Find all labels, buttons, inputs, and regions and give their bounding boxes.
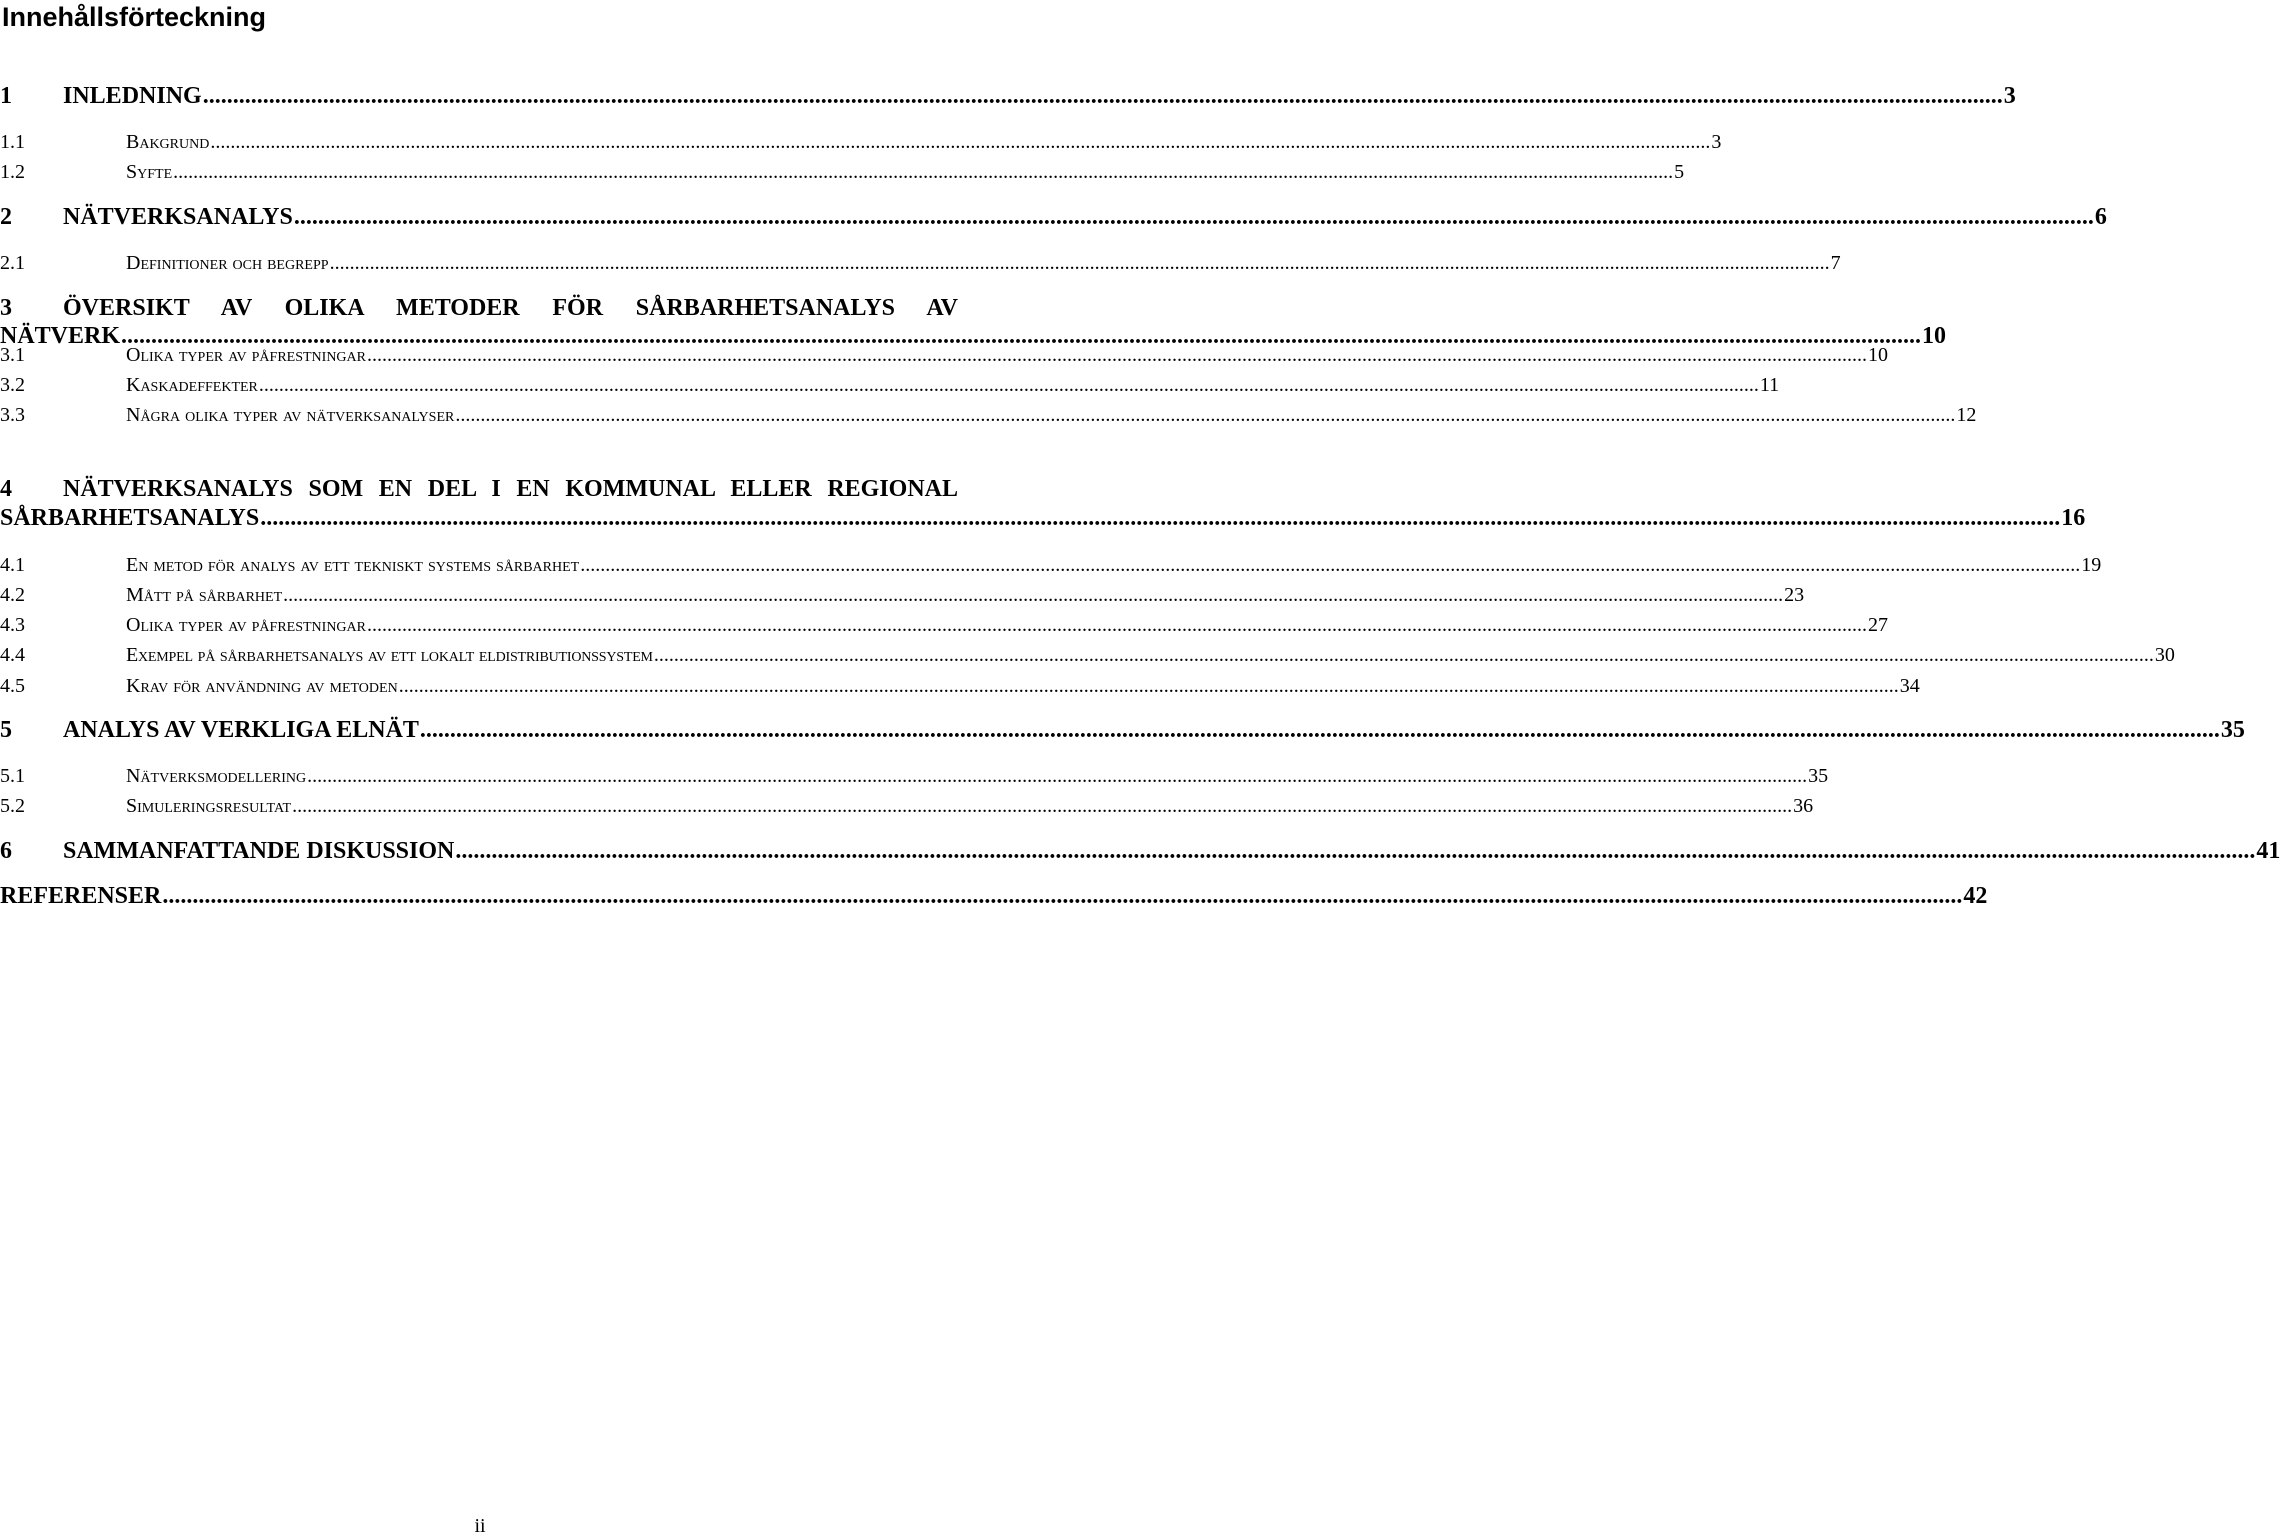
toc-entry-6[interactable] <box>0 838 2280 864</box>
toc-entry-page: 27 <box>1867 614 1888 636</box>
toc-entry-page: 34 <box>1899 675 1920 697</box>
dot-leader: ............................................................................................................................................................................................................................................................................................................ <box>121 323 1922 349</box>
toc-entry-4-line1[interactable] <box>0 476 958 502</box>
toc-entry-4-4[interactable] <box>0 642 2175 668</box>
toc-entry-label: NÄTVERKSANALYS SOM EN DEL I EN KOMMUNAL ELLER REGIONAL <box>63 476 958 502</box>
toc-entry-number: 4.1 <box>0 554 25 576</box>
dot-leader: ............................................................................................................................................................................................................................................................................................................ <box>258 374 1759 396</box>
toc-entry-page: 5 <box>1674 161 1685 183</box>
toc-entry-number: 3.3 <box>0 404 25 426</box>
toc-entry-page: 3 <box>2003 83 2016 109</box>
toc-entry-5[interactable] <box>0 717 2245 743</box>
dot-leader: ............................................................................................................................................................................................................................................................................................................ <box>210 131 1711 153</box>
toc-entry-2[interactable] <box>0 204 2107 230</box>
toc-entry-number: 3.2 <box>0 374 25 396</box>
toc-entry-page: 12 <box>1956 404 1977 426</box>
toc-entry-label: Mått på sårbarhet <box>126 584 283 606</box>
toc-entry-number: 5.1 <box>0 765 25 787</box>
dot-leader: ............................................................................................................................................................................................................................................................................................................ <box>173 161 1674 183</box>
dot-leader: ............................................................................................................................................................................................................................................................................................................ <box>653 644 2154 666</box>
toc-entry-number: 2.1 <box>0 252 25 274</box>
toc-entry-5-1[interactable] <box>0 763 1829 789</box>
toc-entry-1[interactable] <box>0 83 2016 109</box>
toc-entry-number: 5.2 <box>0 795 25 817</box>
dot-leader: ............................................................................................................................................................................................................................................................................................................ <box>292 795 1793 817</box>
dot-leader: ............................................................................................................................................................................................................................................................................................................ <box>162 883 1963 909</box>
dot-leader: ............................................................................................................................................................................................................................................................................................................ <box>260 505 2061 531</box>
toc-entry-label: Bakgrund <box>126 131 210 153</box>
toc-entry-number: 4 <box>0 476 12 502</box>
toc-entry-page: 19 <box>2081 554 2102 576</box>
toc-entry-label: Några olika typer av nätverksanalyser <box>126 404 455 426</box>
toc-entry-number: 2 <box>0 204 12 230</box>
toc-entry-page: 16 <box>2061 505 2086 531</box>
toc-entry-label: Kaskadeffekter <box>126 374 258 396</box>
dot-leader: ............................................................................................................................................................................................................................................................................................................ <box>366 614 1867 636</box>
toc-entry-page: 41 <box>2256 838 2280 864</box>
toc-entry-label: ÖVERSIKT AV OLIKA METODER FÖR SÅRBARHETSANALYS AV <box>63 295 958 321</box>
toc-entry-page: 11 <box>1759 374 1780 396</box>
dot-leader: ............................................................................................................................................................................................................................................................................................................ <box>202 83 2003 109</box>
dot-leader: ............................................................................................................................................................................................................................................................................................................ <box>419 717 2220 743</box>
toc-title: Innehållsförteckning <box>2 2 267 32</box>
page-number: ii <box>474 1515 486 1537</box>
toc-entry-2-1[interactable] <box>0 250 1841 276</box>
toc-entry-3-3[interactable] <box>0 402 1977 428</box>
toc-entry-4-line2[interactable] <box>0 505 2086 531</box>
toc-entry-label: Syfte <box>126 161 173 183</box>
toc-entry-page: 6 <box>2094 204 2107 230</box>
dot-leader: ............................................................................................................................................................................................................................................................................................................ <box>307 765 1808 787</box>
toc-entry-label: ANALYS AV VERKLIGA ELNÄT <box>63 717 419 743</box>
toc-entry-number: 1.2 <box>0 161 25 183</box>
toc-entry-page: 7 <box>1830 252 1841 274</box>
dot-leader: ............................................................................................................................................................................................................................................................................................................ <box>366 344 1867 366</box>
toc-entry-label: Olika typer av påfrestningar <box>126 344 366 366</box>
dot-leader: ............................................................................................................................................................................................................................................................................................................ <box>398 675 1899 697</box>
toc-entry-number: 4.3 <box>0 614 25 636</box>
toc-entry-number: 4.2 <box>0 584 25 606</box>
toc-entry-4-3[interactable] <box>0 612 1888 638</box>
dot-leader: ............................................................................................................................................................................................................................................................................................................ <box>580 554 2081 576</box>
toc-entry-3-line1[interactable] <box>0 295 958 321</box>
toc-entry-page: 10 <box>1867 344 1888 366</box>
dot-leader: ............................................................................................................................................................................................................................................................................................................ <box>329 252 1830 274</box>
toc-entry-label: Simuleringsresultat <box>126 795 292 817</box>
toc-entry-references[interactable] <box>0 883 1988 909</box>
toc-entry-page: 3 <box>1711 131 1722 153</box>
dot-leader: ............................................................................................................................................................................................................................................................................................................ <box>283 584 1784 606</box>
toc-entry-label: Exempel på sårbarhetsanalys av ett lokalt eldistributionssystem <box>126 644 653 666</box>
toc-entry-label: En metod för analys av ett tekniskt systems sårbarhet <box>126 554 580 576</box>
toc-entry-number: 4.4 <box>0 644 25 666</box>
toc-entry-number: 5 <box>0 717 12 743</box>
toc-entry-label: NÄTVERK <box>0 323 121 349</box>
toc-entry-4-1[interactable] <box>0 552 2102 578</box>
toc-entry-page: 36 <box>1793 795 1814 817</box>
toc-entry-label: Definitioner och begrepp <box>126 252 329 274</box>
toc-entry-5-2[interactable] <box>0 793 1814 819</box>
toc-entry-label: INLEDNING <box>63 83 202 109</box>
toc-entry-label: REFERENSER <box>0 883 162 909</box>
toc-entry-page: 35 <box>1808 765 1829 787</box>
toc-entry-label: SAMMANFATTANDE DISKUSSION <box>63 838 455 864</box>
toc-entry-number: 1.1 <box>0 131 25 153</box>
toc-entry-3-2[interactable] <box>0 372 1780 398</box>
toc-entry-3-1[interactable] <box>0 342 1888 368</box>
toc-entry-number: 3.1 <box>0 344 25 366</box>
toc-entry-page: 30 <box>2154 644 2175 666</box>
toc-entry-1-1[interactable] <box>0 129 1722 155</box>
toc-entry-number: 1 <box>0 83 12 109</box>
toc-entry-number: 6 <box>0 838 12 864</box>
toc-entry-label: Krav för användning av metoden <box>126 675 398 697</box>
dot-leader: ............................................................................................................................................................................................................................................................................................................ <box>293 204 2094 230</box>
toc-entry-1-2[interactable] <box>0 159 1685 185</box>
toc-entry-number: 3 <box>0 295 12 321</box>
toc-entry-label: SÅRBARHETSANALYS <box>0 505 260 531</box>
toc-entry-label: Nätverksmodellering <box>126 765 307 787</box>
toc-entry-page: 23 <box>1784 584 1805 606</box>
toc-entry-page: 35 <box>2220 717 2245 743</box>
toc-entry-4-5[interactable] <box>0 673 1920 699</box>
toc-entry-number: 4.5 <box>0 675 25 697</box>
dot-leader: ............................................................................................................................................................................................................................................................................................................ <box>455 404 1956 426</box>
dot-leader: ............................................................................................................................................................................................................................................................................................................ <box>455 838 2256 864</box>
toc-entry-label: Olika typer av påfrestningar <box>126 614 366 636</box>
toc-entry-4-2[interactable] <box>0 582 1805 608</box>
toc-entry-page: 10 <box>1922 323 1947 349</box>
toc-entry-page: 42 <box>1963 883 1988 909</box>
toc-entry-label: NÄTVERKSANALYS <box>63 204 293 230</box>
